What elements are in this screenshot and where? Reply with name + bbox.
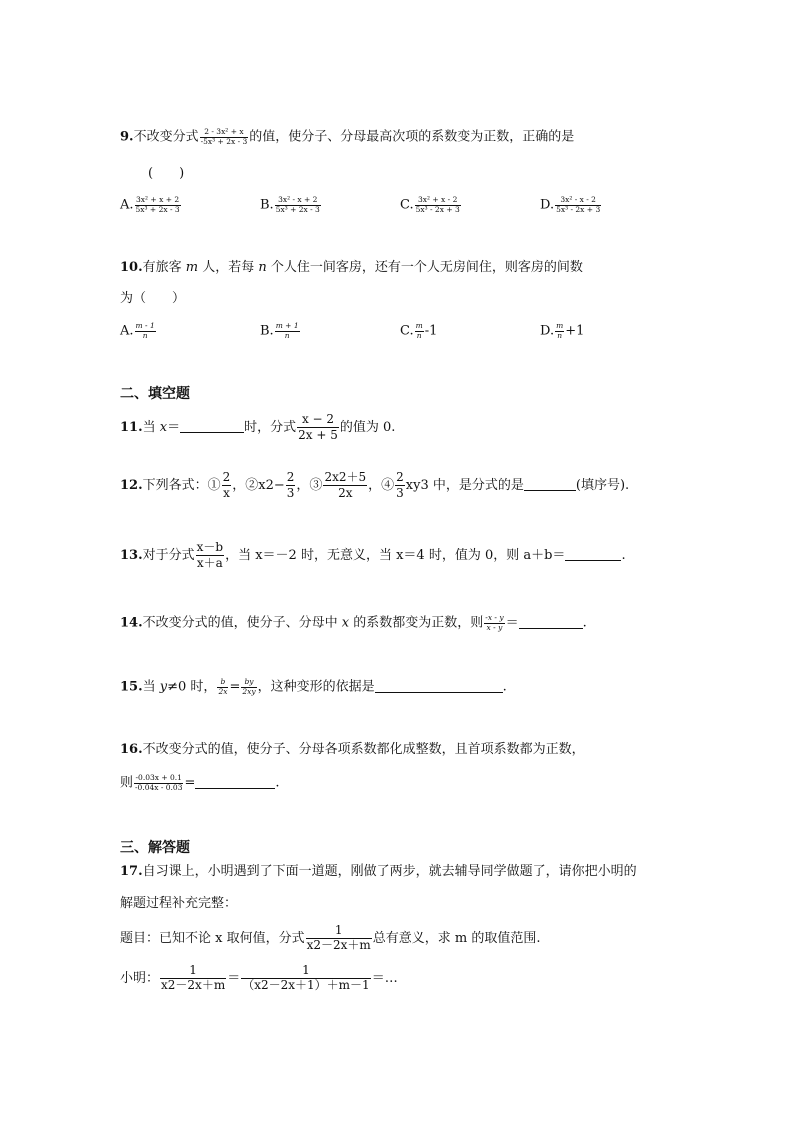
numerator: -x - y [485, 613, 504, 622]
question-text: ，当 x＝－2 时，无意义，当 x＝4 时，值为 0，则 a＋b＝ [225, 548, 566, 563]
numerator: m [415, 321, 423, 330]
question-17-work [120, 964, 398, 993]
question-text: 的值，使分子、分母最高次项的系数变为正数，正确的是 [249, 129, 575, 145]
denominator: x2－2x＋m [306, 937, 371, 952]
denominator: n [284, 330, 290, 340]
question-11 [120, 412, 395, 443]
denominator: 5x³ + 2x - 3 [135, 204, 180, 214]
numerator: m [556, 321, 564, 330]
section-heading-fill-in: 二、填空题 [120, 386, 190, 402]
question-text: 下列各式：① [142, 478, 221, 493]
question-9 [120, 128, 574, 146]
numerator: m - 1 [135, 321, 155, 330]
answer-blank[interactable] [195, 776, 275, 789]
question-number: 9. [120, 129, 134, 145]
question-text: 当 [142, 679, 156, 695]
fraction [134, 774, 183, 792]
question-text: 小明： [120, 970, 160, 986]
question-text: 对于分式 [142, 548, 195, 563]
question-text: 当 [142, 420, 156, 435]
question-10 [120, 260, 583, 276]
denominator: 5x³ - 2x + 3 [415, 204, 460, 214]
numerator: 3x² + x - 2 [415, 196, 461, 206]
question-12 [120, 470, 629, 501]
denominator: 2x [338, 486, 353, 500]
fraction [323, 470, 367, 501]
question-number: 16. [120, 742, 143, 757]
question-14 [120, 614, 587, 632]
fraction [415, 322, 424, 340]
denominator: x2－2x＋m [161, 977, 226, 992]
question-text: 的值为 0. [339, 420, 396, 435]
question-text: . [502, 679, 507, 695]
numerator: m + 1 [275, 321, 299, 330]
variable-n: n [258, 260, 267, 275]
numerator: 2 - 3x² + x [200, 128, 249, 138]
question-17 [120, 864, 637, 880]
question-text: ，②x2− [232, 478, 285, 493]
option-b[interactable] [260, 322, 301, 340]
question-text: 时，分式 [244, 420, 297, 435]
denominator: x [223, 486, 230, 500]
equals-sign: ＝ [227, 970, 241, 986]
question-text: ＝ [167, 420, 181, 435]
numerator: 2 [286, 470, 295, 484]
question-16-line-2 [120, 774, 280, 792]
variable-x: x [159, 420, 168, 435]
question-number: 10. [120, 260, 143, 275]
question-16 [120, 742, 585, 758]
option-d[interactable] [540, 322, 584, 340]
question-13 [120, 540, 626, 571]
question-number: 12. [120, 478, 143, 493]
question-text: 总有意义，求 m 的取值范围. [372, 930, 541, 946]
denominator: n [142, 330, 148, 340]
fraction [484, 614, 504, 632]
option-suffix: +1 [565, 323, 585, 339]
question-text: ＝ [505, 615, 519, 631]
question-17-line-2: 解题过程补充完整： [120, 896, 238, 911]
denominator: x＋a [196, 556, 223, 570]
fraction [222, 470, 232, 501]
question-text: ，这种变形的依据是 [257, 679, 375, 695]
numerator: -0.03x + 0.1 [135, 773, 182, 782]
question-text: 有旅客 [142, 260, 182, 275]
denominator: -0.04x - 0.03 [135, 782, 183, 792]
option-label: D. [540, 323, 555, 339]
numerator: 3x² + x + 2 [136, 195, 180, 204]
option-label: B. [260, 197, 274, 213]
question-text: xy3 中，是分式的是 [405, 478, 524, 493]
question-17-problem [120, 924, 541, 953]
option-label: A. [120, 323, 134, 339]
question-text: 则 [120, 775, 134, 791]
option-suffix: -1 [424, 323, 438, 339]
question-text: ，④ [368, 478, 395, 493]
option-a[interactable] [120, 196, 182, 214]
question-text: 人，若每 [202, 260, 255, 275]
option-label: D. [540, 197, 555, 213]
option-label: B. [260, 323, 274, 339]
variable-y: y [159, 679, 168, 695]
numerator: 2 [222, 470, 231, 484]
question-text: 自习课上，小明遇到了下面一道题，刚做了两步，就去辅导同学做题了，请你把小明的 [142, 864, 637, 879]
denominator: 3 [286, 486, 295, 500]
denominator: x - y [486, 622, 503, 632]
fraction [395, 470, 405, 501]
fraction [275, 322, 300, 340]
denominator: 5x³ - 2x + 3 [556, 204, 601, 214]
fraction [135, 196, 181, 214]
option-c[interactable] [400, 196, 462, 214]
fraction [217, 678, 228, 696]
answer-blank[interactable] [524, 478, 576, 491]
question-text: 的系数都变为正数，则 [353, 615, 484, 631]
denominator: -5x³ + 2x - 3 [200, 136, 248, 146]
numerator: 2 [396, 470, 404, 484]
question-text: 不改变分式的值，使分子、分母中 [142, 615, 338, 631]
equals-sign: = [229, 679, 241, 695]
numerator: 1 [306, 924, 372, 939]
question-number: 14. [120, 615, 143, 631]
fraction [241, 964, 370, 993]
question-text: ，③ [296, 478, 323, 493]
question-text: . [582, 615, 587, 631]
question-text: 不改变分式的值，使分子、分母各项系数都化成整数，且首项系数都为正数， [142, 742, 585, 757]
denominator: （x2－2x＋1）＋m－1 [242, 977, 370, 992]
numerator: 1 [241, 964, 370, 979]
numerator: 3x² - x - 2 [555, 196, 601, 206]
variable-m: m [185, 260, 199, 275]
fraction [196, 540, 224, 571]
numerator: b [217, 678, 228, 688]
denominator: 2x [218, 686, 228, 696]
numerator: by [241, 678, 256, 688]
equals-sign: = [184, 775, 196, 791]
question-number: 15. [120, 679, 143, 695]
fraction [200, 128, 249, 146]
fraction [135, 322, 156, 340]
fraction [555, 196, 601, 214]
variable-x: x [341, 615, 350, 631]
fraction [555, 322, 564, 340]
equals-sign: ＝… [371, 970, 398, 986]
question-10-line-2: 为（ ） [120, 291, 186, 306]
question-text: (填序号). [575, 478, 630, 493]
fraction [160, 964, 226, 993]
answer-blank[interactable] [565, 548, 621, 561]
denominator: 2x + 5 [298, 428, 338, 442]
answer-blank[interactable] [375, 680, 503, 693]
numerator: 3x² - x + 2 [275, 196, 321, 206]
answer-blank[interactable] [180, 420, 244, 433]
question-text: 题目：已知不论 x 取何值，分式 [120, 930, 305, 946]
fraction [241, 678, 256, 696]
answer-parentheses: ( ) [148, 166, 185, 181]
option-label: C. [400, 197, 414, 213]
fraction [306, 924, 372, 953]
answer-blank[interactable] [519, 616, 583, 629]
option-d[interactable] [540, 196, 602, 214]
denominator: n [557, 330, 563, 340]
question-number: 17. [120, 864, 143, 879]
question-number: 11. [120, 420, 143, 435]
option-label: C. [400, 323, 414, 339]
denominator: 3 [396, 486, 404, 500]
option-a[interactable] [120, 322, 157, 340]
question-text: ≠0 时， [167, 679, 217, 695]
question-15 [120, 678, 507, 696]
fraction [275, 196, 321, 214]
option-c[interactable] [400, 322, 437, 340]
section-heading-solve: 三、解答题 [120, 840, 190, 856]
denominator: 2xy [242, 686, 256, 696]
option-b[interactable] [260, 196, 322, 214]
question-text: . [275, 775, 280, 791]
fraction [286, 470, 296, 501]
fraction [415, 196, 461, 214]
denominator: 5x³ + 2x - 3 [275, 204, 320, 214]
question-text: 个人住一间客房，还有一个人无房间住，则客房的间数 [270, 260, 583, 275]
question-text: 不改变分式 [133, 129, 199, 145]
numerator: x − 2 [297, 412, 339, 428]
option-label: A. [120, 197, 134, 213]
numerator: 1 [160, 964, 226, 979]
numerator: x－b [196, 540, 224, 554]
fraction [297, 412, 339, 443]
numerator: 2x2＋5 [324, 470, 367, 484]
question-number: 13. [120, 548, 143, 563]
denominator: n [416, 330, 422, 340]
question-text: . [621, 548, 626, 563]
